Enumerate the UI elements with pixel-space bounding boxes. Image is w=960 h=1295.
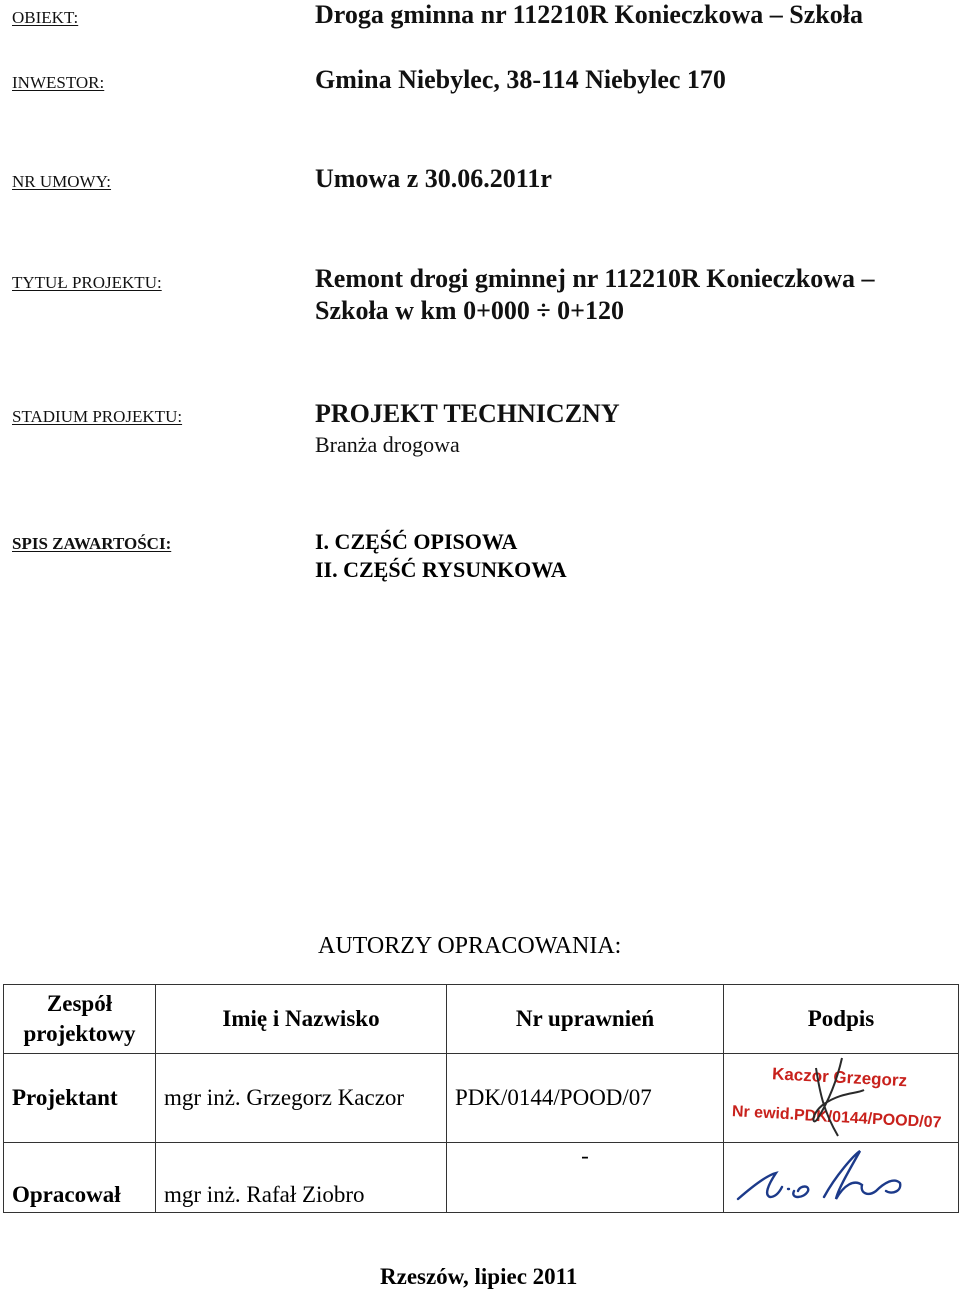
table-row [4, 1143, 959, 1213]
stadium-label: STADIUM PROJEKTU: [12, 407, 183, 426]
stamp-prefix-text: Nr ewid. [731, 1103, 795, 1124]
signature-cell-2 [724, 1143, 959, 1213]
header-signature: Podpis [724, 985, 959, 1054]
header-team-text: Zespół projektowy [23, 991, 136, 1046]
spis-item-2: II. CZĘŚĆ RYSUNKOWA [315, 557, 567, 582]
nr-umowy-label: NR UMOWY: [12, 172, 112, 191]
row-role: Opracował [4, 1143, 156, 1213]
obiekt-value: Droga gminna nr 112210R Konieczkowa – Szkoła [315, 0, 863, 29]
row-name: mgr inż. Rafał Ziobro [156, 1143, 447, 1213]
header-name: Imię i Nazwisko [156, 985, 447, 1054]
spis-label: SPIS ZAWARTOŚCI: [12, 534, 172, 553]
inwestor-label: INWESTOR: [12, 73, 105, 92]
tytul-label: TYTUŁ PROJEKTU: [12, 273, 162, 292]
signature-ziobro [724, 1145, 959, 1210]
tytul-line2: Szkoła w km 0+000 ÷ 0+120 [315, 296, 624, 325]
table-header-row [4, 985, 959, 1054]
stamp-name-text: Kaczor Grzegorz [771, 1064, 908, 1091]
stadium-value: PROJEKT TECHNICZNY [315, 399, 620, 428]
row-license: PDK/0144/POOD/07 [447, 1054, 724, 1143]
place-date: Rzeszów, lipiec 2011 [380, 1264, 578, 1289]
obiekt-label: OBIEKT: [12, 8, 79, 27]
stamp-signature [724, 1054, 959, 1142]
nr-umowy-value: Umowa z 30.06.2011r [315, 164, 552, 193]
authors-title: AUTORZY OPRACOWANIA: [318, 933, 622, 959]
table-row [4, 1054, 959, 1143]
header-license: Nr uprawnień [447, 985, 724, 1054]
stadium-sub: Branża drogowa [315, 432, 460, 457]
header-team [4, 985, 156, 1054]
authors-table [3, 984, 959, 1213]
inwestor-value: Gmina Niebylec, 38-114 Niebylec 170 [315, 65, 726, 94]
row-name: mgr inż. Grzegorz Kaczor [156, 1054, 447, 1143]
row-role: Projektant [4, 1054, 156, 1143]
row-license: - [447, 1143, 724, 1213]
stamp-license-text: PDK/0144/POOD/07 [793, 1106, 942, 1132]
tytul-line1: Remont drogi gminnej nr 112210R Konieczkowa – [315, 264, 875, 293]
signature-cell-1 [724, 1054, 959, 1143]
spis-item-1: I. CZĘŚĆ OPISOWA [315, 529, 518, 554]
